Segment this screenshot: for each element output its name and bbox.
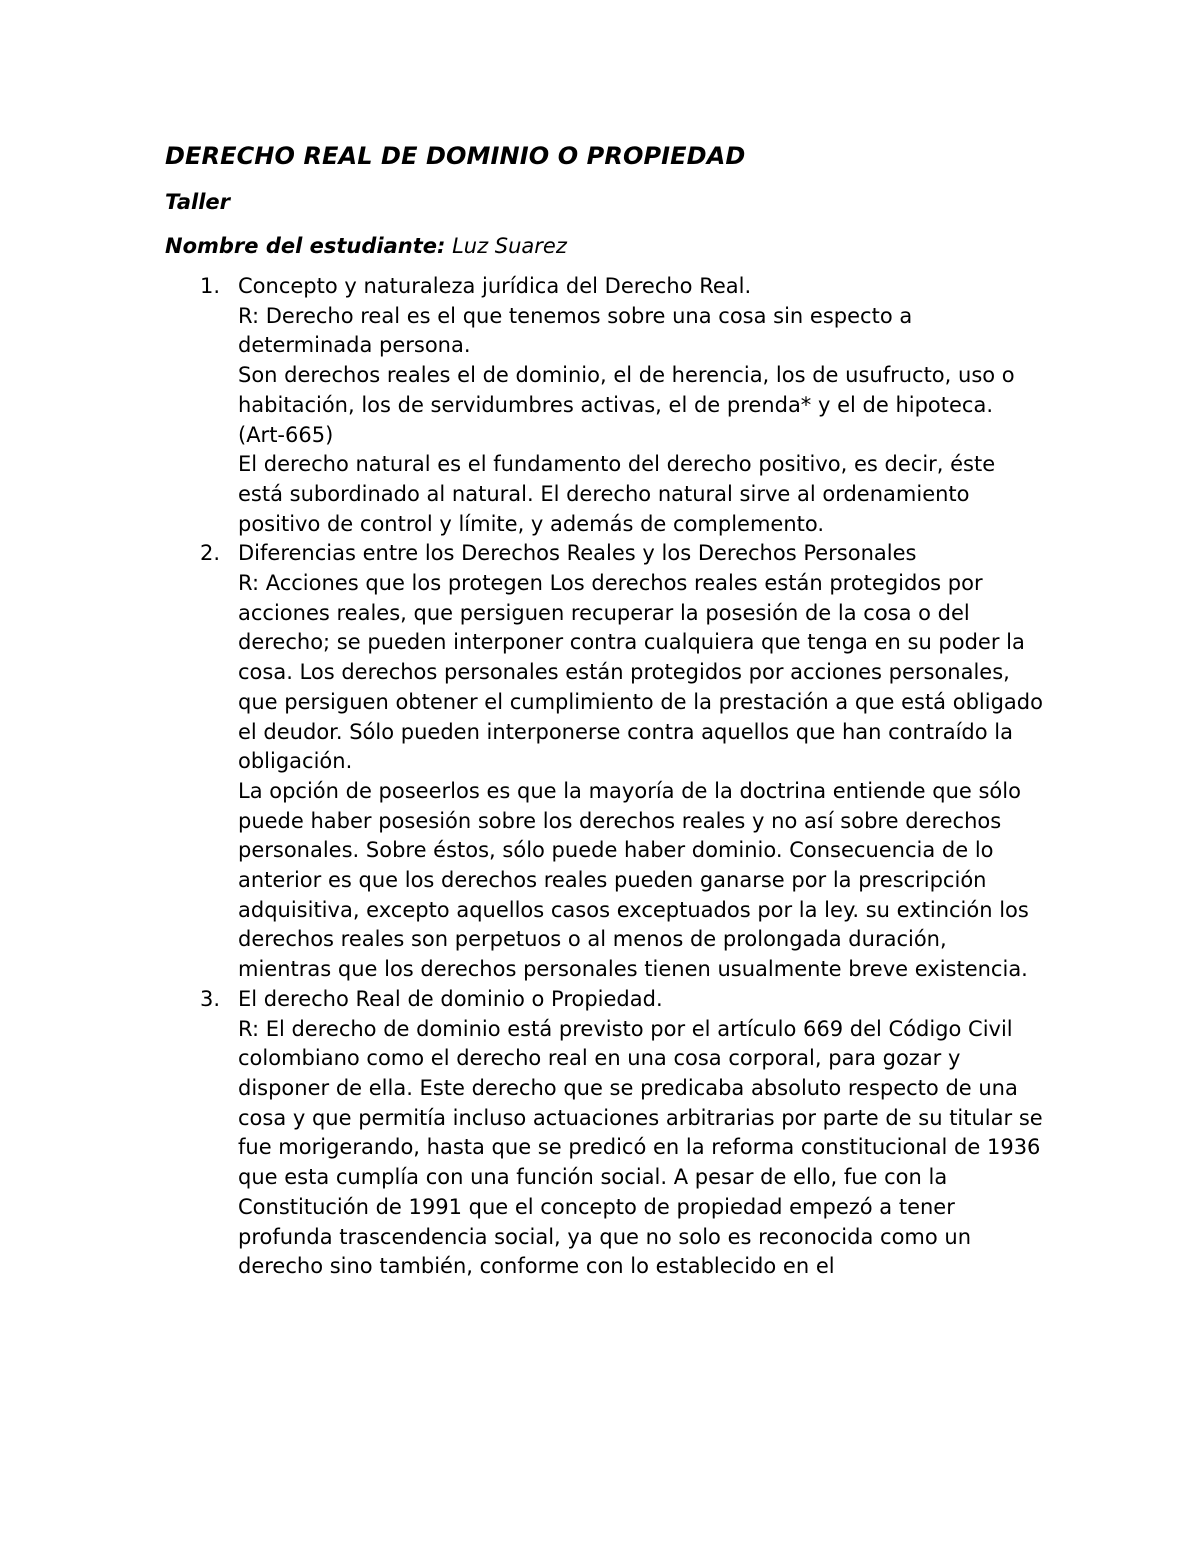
question-item — [165, 985, 1045, 1282]
answer-paragraph: La opción de poseerlos es que la mayoría de la doctrina entiende que sólo puede haber posesión sobre los derechos reales y no así sobre derechos personales. Sobre éstos, sólo puede haber dominio. Consecuencia de lo anterior es que los derechos reales pueden ganarse por la prescripción adquisitiva, excepto aquellos casos exceptuados por la ley. su extinción los derechos reales son perpetuos o al menos de prolongada duración, mientras que los derechos personales tienen usualmente breve existencia. — [238, 778, 1029, 982]
student-line — [165, 230, 1045, 262]
question-list — [165, 272, 1045, 1282]
document-title: DERECHO REAL DE DOMINIO O PROPIEDAD — [165, 142, 746, 170]
question-item — [165, 539, 1045, 985]
answer-paragraph: R: Acciones que los protegen Los derechos reales están protegidos por acciones reales, que persiguen recuperar la posesión de la cosa o del derecho; se pueden interponer contra cualquiera que tenga en su poder la cosa. Los derechos personales están protegidos por acciones personales, que persiguen obtener el cumplimiento de la prestación a que está obligado el deudor. Sólo pueden interponerse contra aquellos que han contraído la obligación. — [238, 571, 1043, 774]
answer-paragraph: Son derechos reales el de dominio, el de herencia, los de usufructo, uso o habitación, los de servidumbres activas, el de prenda* y el de hipoteca. (Art-665) — [238, 363, 1015, 447]
student-name: Luz Suarez — [452, 234, 567, 258]
question-item — [165, 272, 1045, 539]
answer-paragraph: R: Derecho real es el que tenemos sobre una cosa sin especto a determinada persona. — [238, 303, 913, 358]
question-heading: Diferencias entre los Derechos Reales y los Derechos Personales — [238, 541, 917, 566]
student-label: Nombre del estudiante: — [165, 234, 446, 258]
answer-paragraph: R: El derecho de dominio está previsto por el artículo 669 del Código Civil colombiano como el derecho real en una cosa corporal, para gozar y disponer de ella. Este derecho que se predicaba absoluto respecto de una cosa y que permitía incluso actuaciones arbitrarias por parte de su titular se fue morigerando, hasta que se predicó en la reforma constitucional de 1936 que esta cumplía con una función social. A pesar de ello, fue con la Constitución de 1991 que el concepto de propiedad empezó a tener profunda trascendencia social, ya que no solo es reconocida como un derecho sino también, conforme con lo establecido en el — [238, 1016, 1043, 1279]
question-heading: El derecho Real de dominio o Propiedad. — [238, 986, 663, 1011]
document-subtitle: Taller — [165, 190, 230, 214]
question-heading: Concepto y naturaleza jurídica del Derecho Real. — [238, 274, 752, 298]
question-number: 3. — [200, 986, 221, 1011]
question-number: 1. — [200, 274, 221, 298]
question-number: 2. — [200, 541, 221, 566]
document-page — [165, 138, 1045, 1282]
answer-paragraph: El derecho natural es el fundamento del derecho positivo, es decir, éste está subordinado al natural. El derecho natural sirve al ordenamiento positivo de control y límite, y además de complemento. — [238, 452, 996, 536]
